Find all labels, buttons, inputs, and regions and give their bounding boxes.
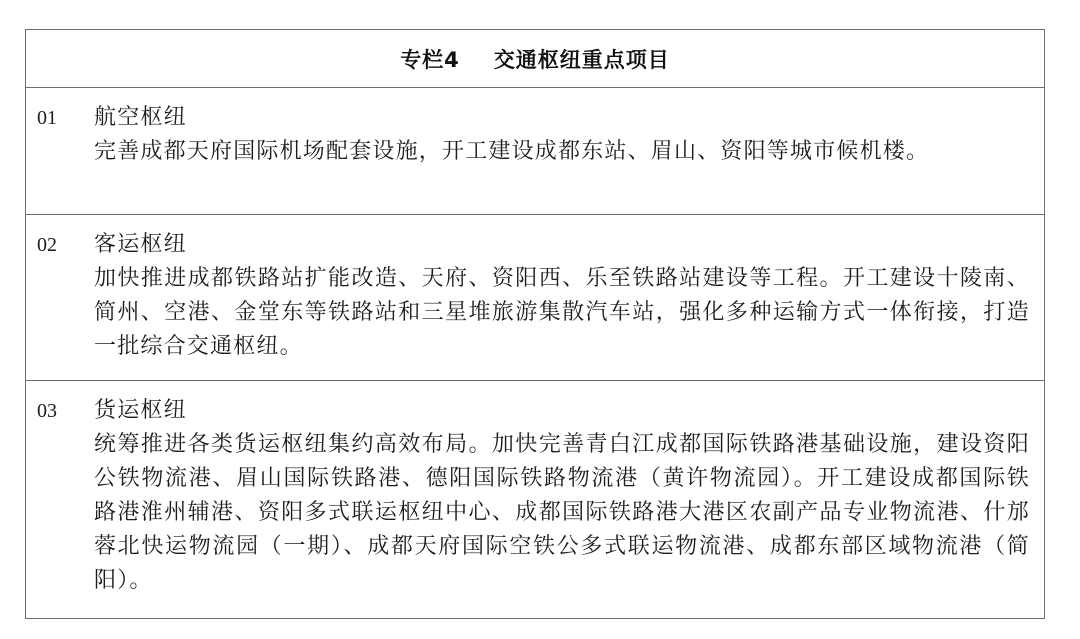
table-title [26, 30, 1044, 88]
section-number: 02 [37, 234, 57, 256]
section-body: 加快推进成都铁路站扩能改造、天府、资阳西、乐至铁路站建设等工程。开工建设十陵南、简州、空港、金堂东等铁路站和三星堆旅游集散汽车站，强化多种运输方式一体衔接，打造一批综合交通枢纽。 [94, 266, 1030, 359]
section-heading: 货运枢纽 [94, 398, 187, 423]
section-aviation-hub [26, 88, 1044, 215]
section-body: 统筹推进各类货运枢纽集约高效布局。加快完善青白江成都国际铁路港基础设施，建设资阳公铁物流港、眉山国际铁路港、德阳国际铁路物流港（黄许物流园）。开工建设成都国际铁路港淮州辅港、资阳多式联运枢纽中心、成都国际铁路港大港区农副产品专业物流港、什邡蓉北快运物流园（一期）、成都天府国际空铁公多式联运物流港、成都东部区域物流港（简阳）。 [94, 432, 1030, 593]
column-label: 专栏4 [400, 47, 460, 72]
section-heading: 客运枢纽 [94, 232, 187, 257]
section-number: 03 [37, 400, 57, 422]
project-table [25, 29, 1045, 619]
section-body: 完善成都天府国际机场配套设施，开工建设成都东站、眉山、资阳等城市候机楼。 [94, 139, 930, 164]
section-heading: 航空枢纽 [94, 105, 187, 130]
section-content [94, 394, 1030, 598]
section-content [94, 228, 1030, 364]
section-content [94, 101, 1030, 169]
section-freight-hub [26, 381, 1044, 618]
section-number: 01 [37, 107, 57, 129]
section-passenger-hub [26, 215, 1044, 381]
column-title: 交通枢纽重点项目 [493, 47, 670, 72]
